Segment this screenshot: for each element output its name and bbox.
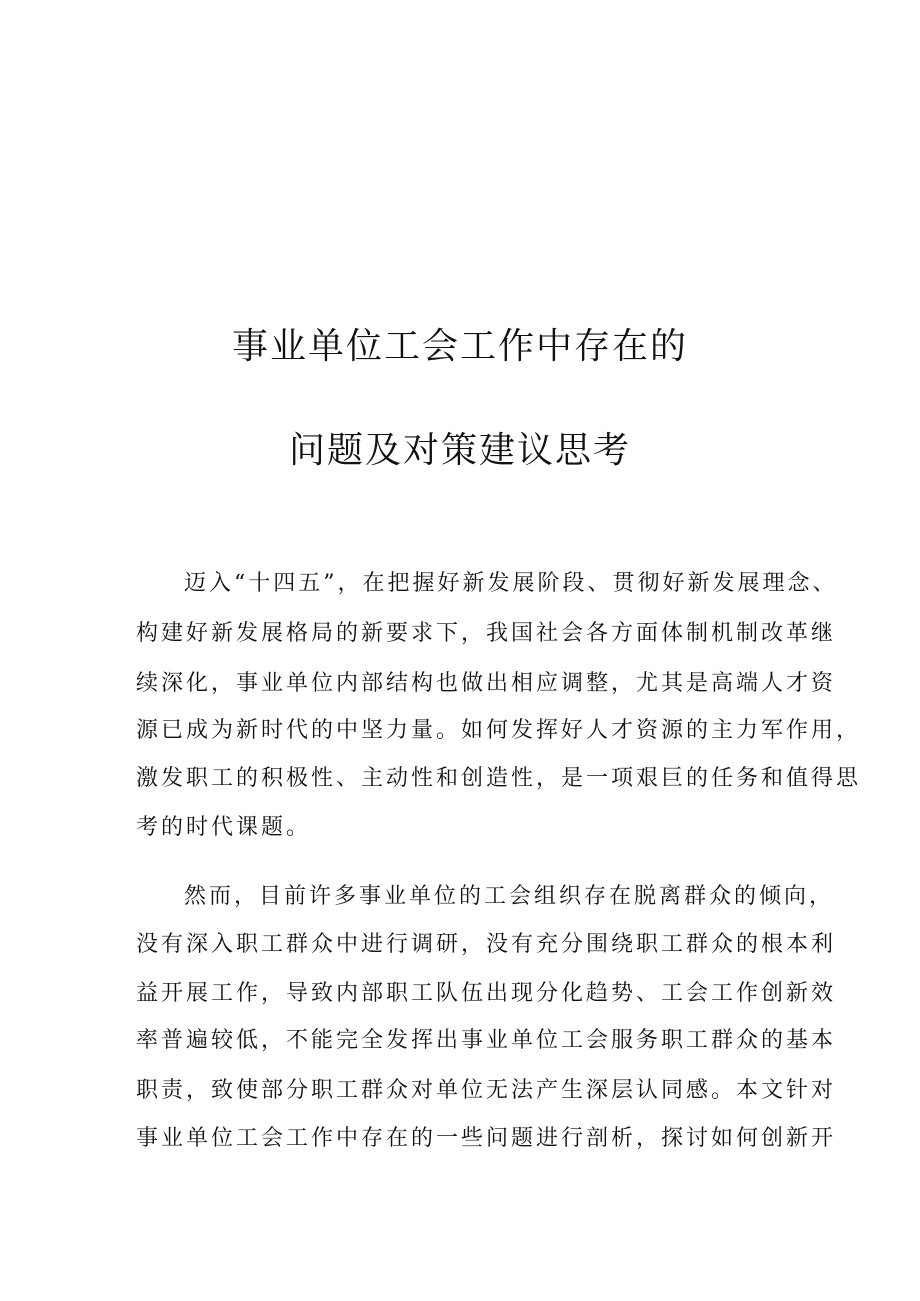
paragraph-2-line-5: 职责，致使部分职工群众对单位无法产生深层认同感。本文针对 xyxy=(136,1078,837,1103)
document-title-line-2: 问题及对策建议思考 xyxy=(288,430,631,471)
paragraph-1-line-5: 激发职工的积极性、主动性和创造性，是一项艰巨的任务和值得思 xyxy=(136,766,862,791)
paragraph-1-line-1: 迈入“十四五”，在把握好新发展阶段、贯彻好新发展理念、 xyxy=(184,571,838,596)
paragraph-2-line-4: 率普遍较低，不能完全发挥出事业单位工会服务职工群众的基本 xyxy=(136,1028,837,1053)
paragraph-2-line-2: 没有深入职工群众中进行调研，没有充分围绕职工群众的根本利 xyxy=(136,932,837,957)
paragraph-1-line-3: 续深化，事业单位内部结构也做出相应调整，尤其是高端人才资 xyxy=(136,671,837,696)
paragraph-2-line-1: 然而，目前许多事业单位的工会组织存在脱离群众的倾向， xyxy=(184,884,835,909)
paragraph-1-line-2: 构建好新发展格局的新要求下，我国社会各方面体制机制改革继 xyxy=(136,621,837,646)
document-title-line-1: 事业单位工会工作中存在的 xyxy=(231,326,688,367)
paragraph-1-line-6: 考的时代课题。 xyxy=(136,815,312,840)
paragraph-2-line-3: 益开展工作，导致内部职工队伍出现分化趋势、工会工作创新效 xyxy=(136,981,837,1006)
paragraph-1-line-4: 源已成为新时代的中坚力量。如何发挥好人才资源的主力军作用， xyxy=(136,718,862,743)
paragraph-2-line-6: 事业单位工会工作中存在的一些问题进行剖析，探讨如何创新开 xyxy=(136,1126,837,1151)
